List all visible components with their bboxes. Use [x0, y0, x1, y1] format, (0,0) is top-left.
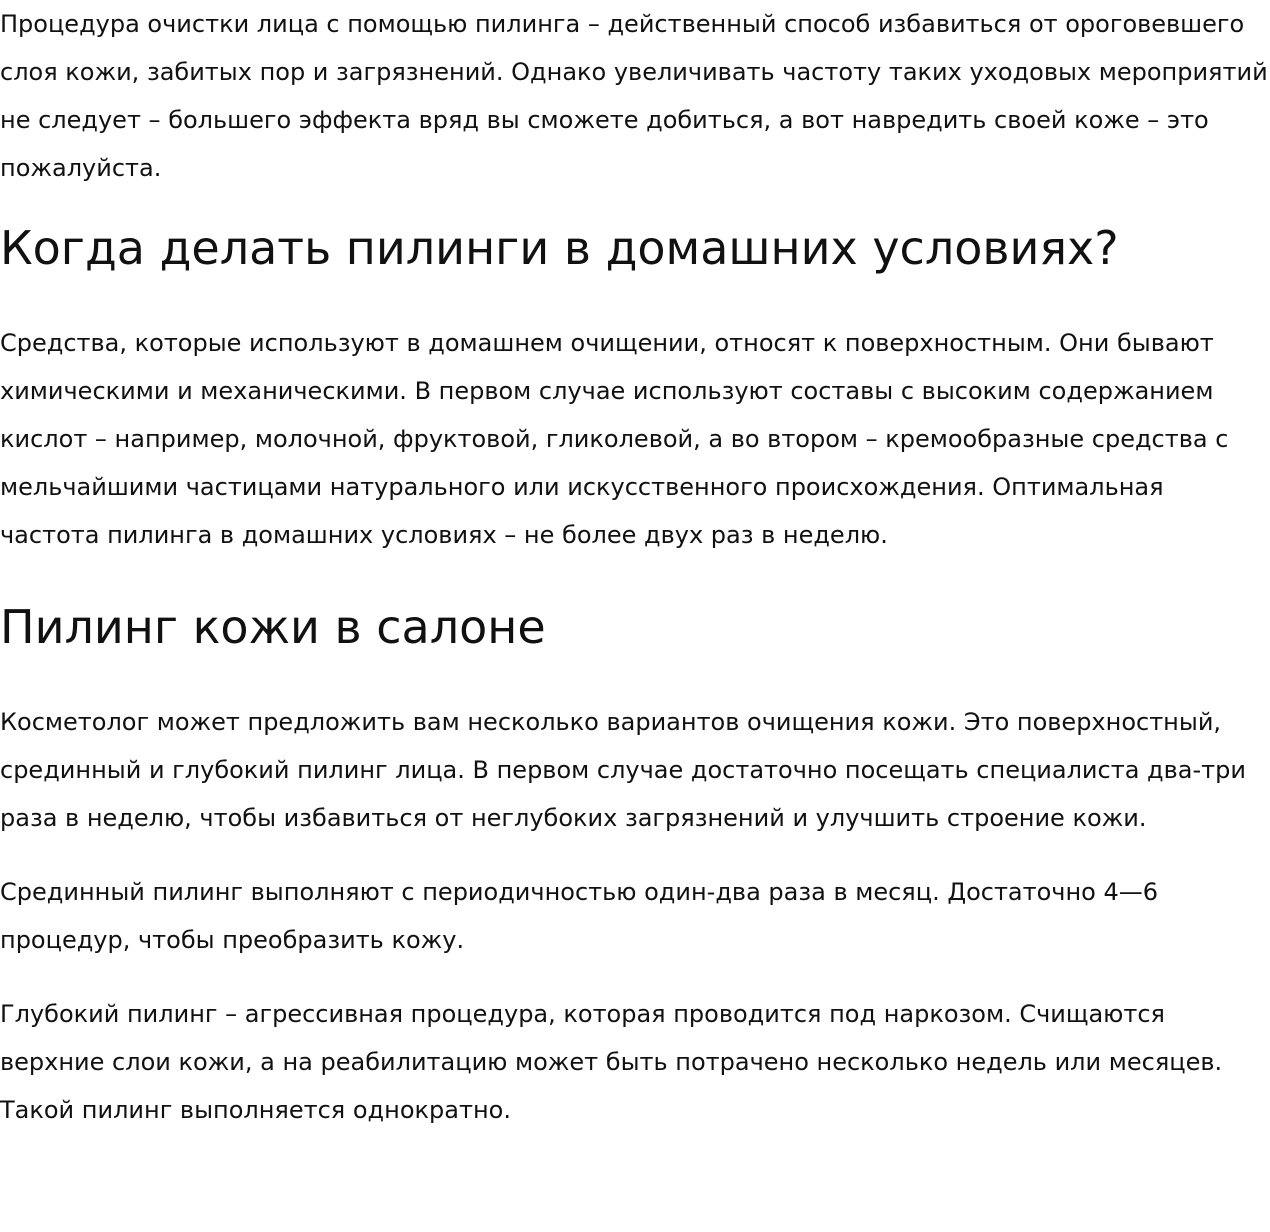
section-heading-home-peeling: Когда делать пилинги в домашних условиях? [0, 221, 1119, 275]
deep-peeling-paragraph: Глубокий пилинг – агрессивная процедура, которая проводится под наркозом. Счищаются верхние слои кожи, а на реабилитацию может быть потрачено несколько недель или месяцев. Такой пилинг выполняется однократно. [0, 1000, 1223, 1124]
salon-peeling-paragraph: Косметолог может предложить вам несколько вариантов очищения кожи. Это поверхностный, срединный и глубокий пилинг лица. В первом случае достаточно посещать специалиста два-три раза в неделю, чтобы избавиться от неглубоких загрязнений и улучшить строение кожи. [0, 708, 1246, 832]
intro-paragraph: Процедура очистки лица с помощью пилинга – действенный способ избавиться от ороговевшего слоя кожи, забитых пор и загрязнений. Однако увеличивать частоту таких уходовых мероприятий не следует – большего эффекта вряд вы сможете добиться, а вот навредить своей коже – это пожалуйста. [0, 10, 1268, 182]
medium-peeling-paragraph: Срединный пилинг выполняют с периодичностью один-два раза в месяц. Достаточно 4—6 процедур, чтобы преобразить кожу. [0, 878, 1159, 954]
section-heading-salon-peeling: Пилинг кожи в салоне [0, 600, 546, 654]
home-peeling-paragraph: Средства, которые используют в домашнем очищении, относят к поверхностным. Они бывают химическими и механическими. В первом случае используют составы с высоким содержанием кислот – например, молочной, фруктовой, гликолевой, а во втором – кремообразные средства с мельчайшими частицами натурального или искусственного происхождения. Оптимальная частота пилинга в домашних условиях – не более двух раз в неделю. [0, 329, 1229, 549]
